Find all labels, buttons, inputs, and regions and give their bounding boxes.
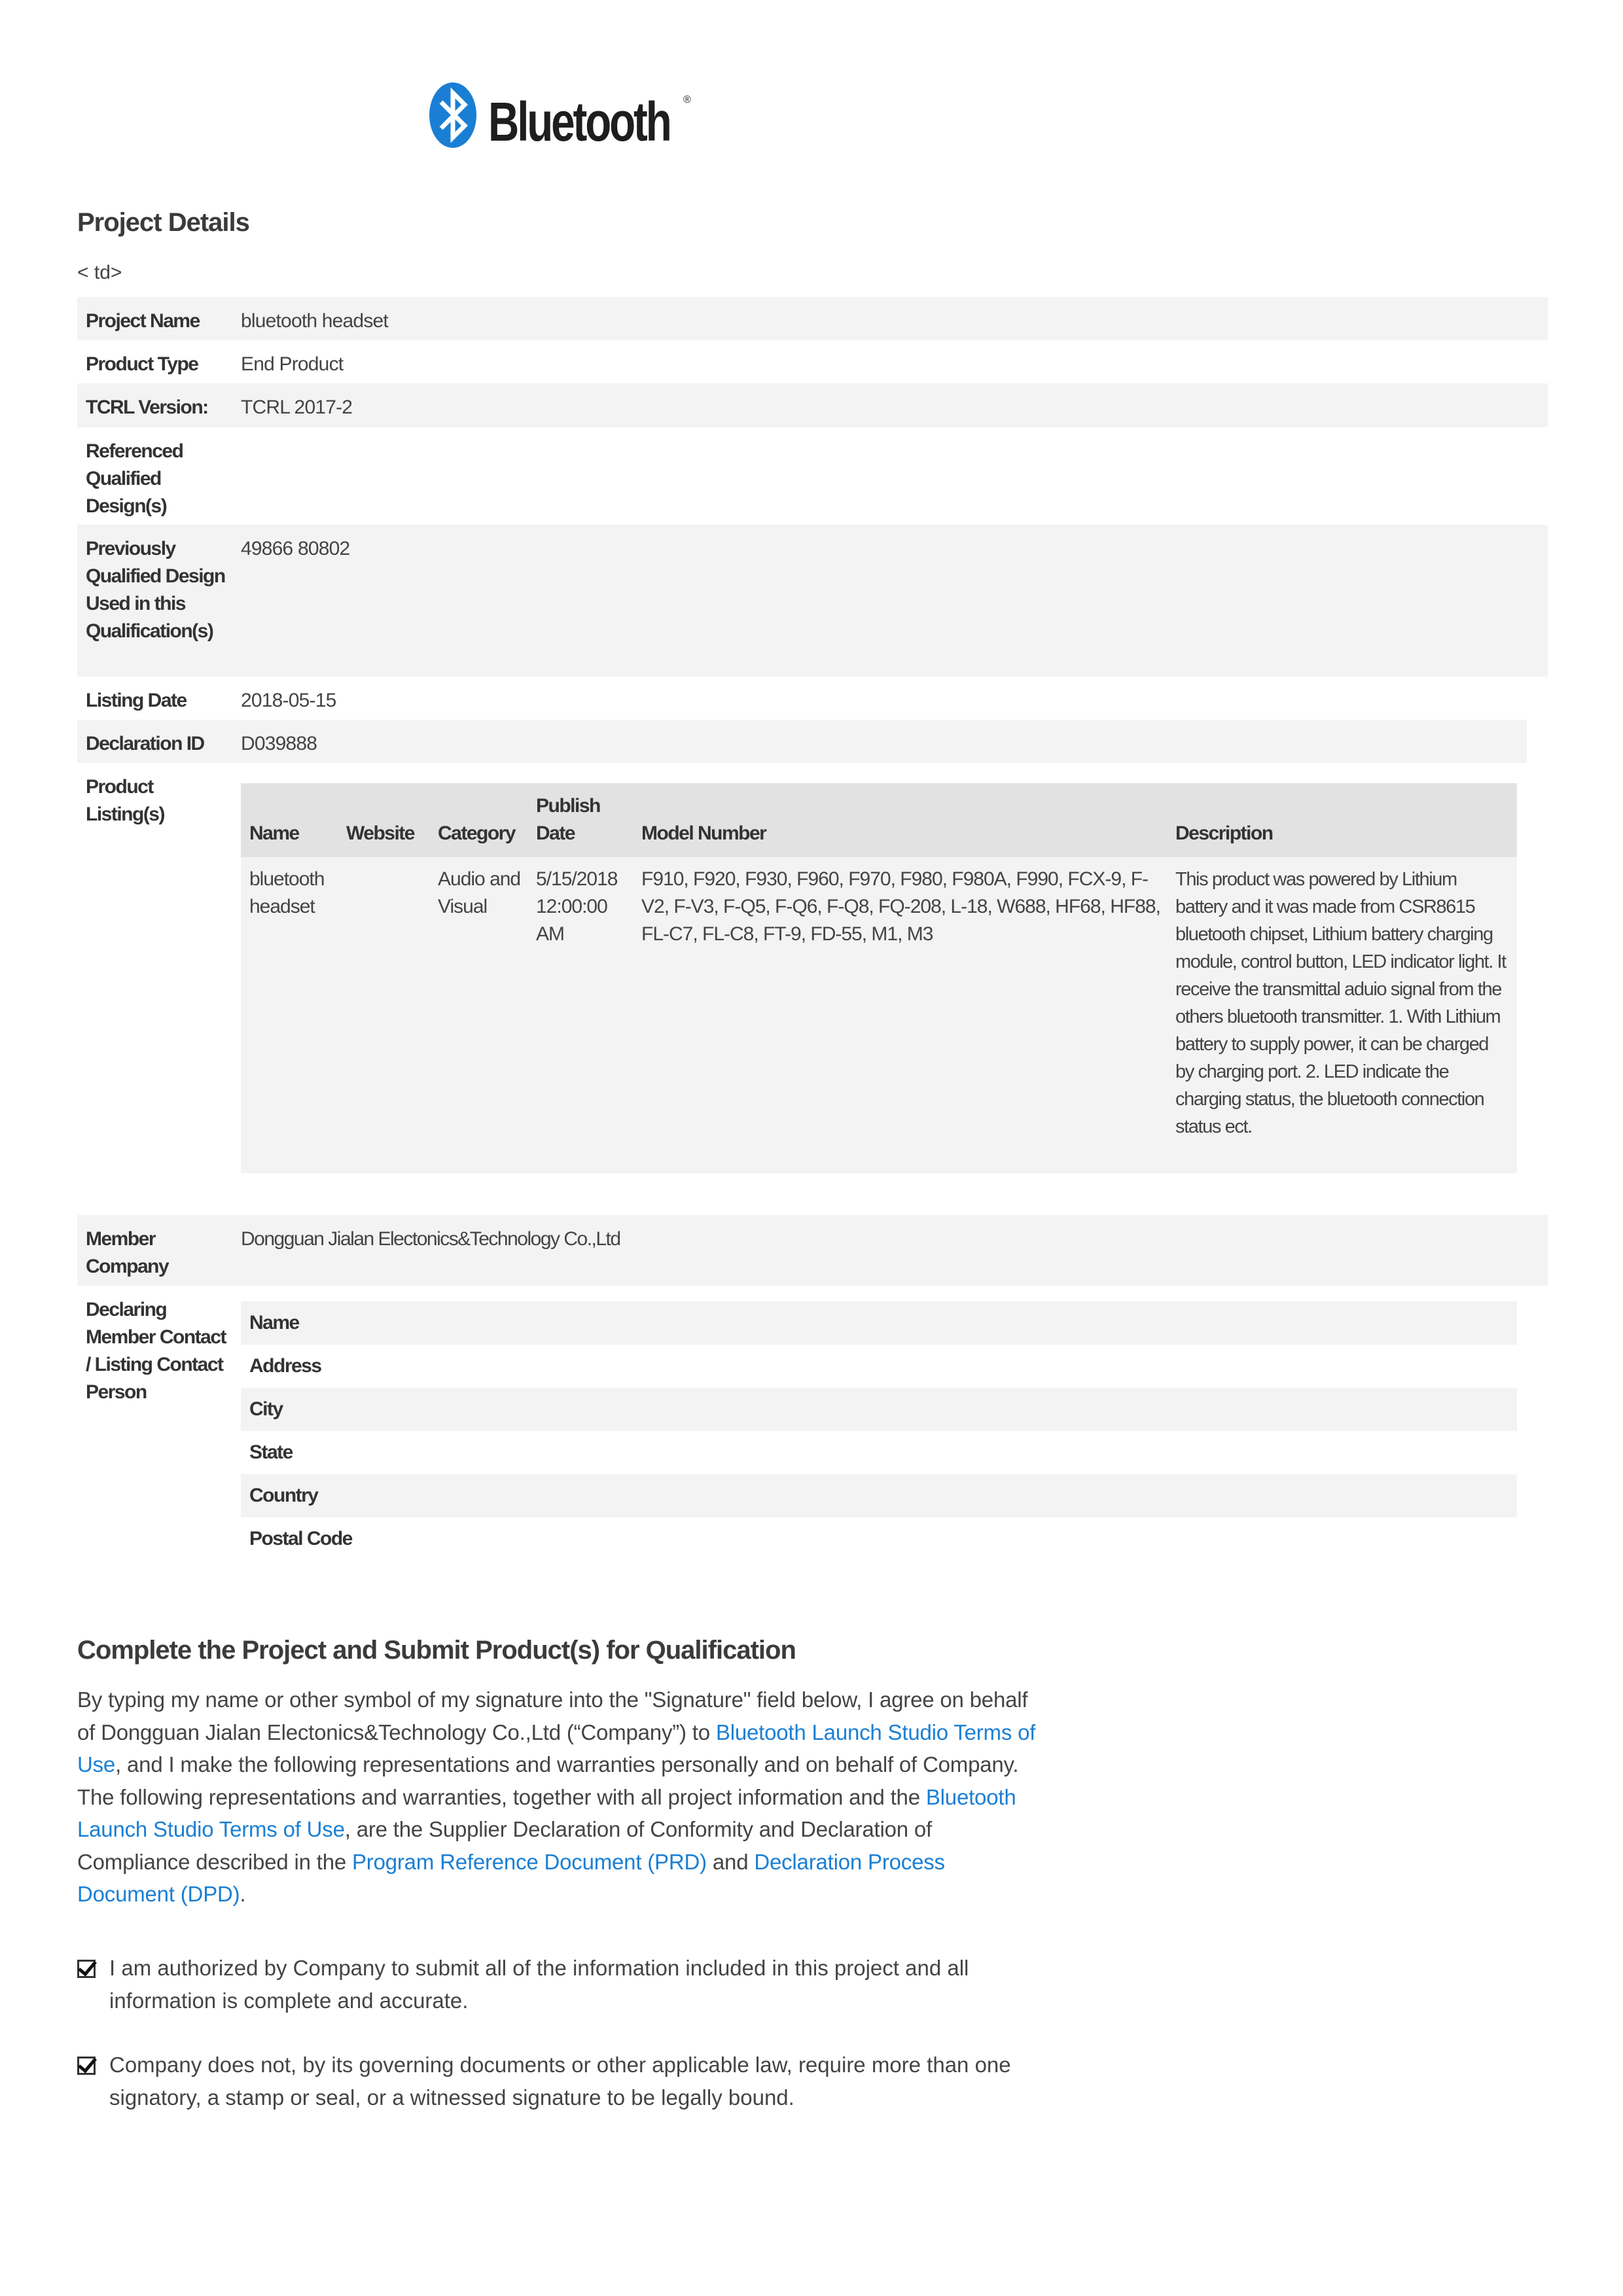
agreement-paragraph bbox=[77, 1684, 1046, 1911]
single-signatory-checkbox[interactable] bbox=[77, 2057, 96, 2075]
project-details-heading: Project Details bbox=[77, 208, 249, 237]
row-project-name bbox=[77, 297, 1548, 340]
row-tcrl-version bbox=[77, 383, 1548, 427]
row-label: Project Name bbox=[86, 310, 200, 332]
table-header-row bbox=[241, 783, 1517, 857]
bluetooth-rune-icon bbox=[428, 81, 480, 149]
row-label: Declaration ID bbox=[86, 733, 204, 754]
col-header-description: Description bbox=[1175, 822, 1273, 844]
bluetooth-logo bbox=[428, 81, 703, 153]
row-label: Product Listing(s) bbox=[86, 776, 164, 825]
terms-of-use-link[interactable]: Bluetooth Launch Studio Terms of Use bbox=[77, 1784, 1016, 1841]
contact-label: Country bbox=[249, 1485, 318, 1506]
row-value: End Product bbox=[241, 353, 344, 375]
agreement-text: , are the Supplier Declaration of Conformity and Declaration of Compliance described in the bbox=[77, 1817, 932, 1874]
cell-publish-date: 5/15/2018 12:00:00 AM bbox=[536, 868, 618, 945]
contact-row-address bbox=[241, 1345, 1517, 1388]
single-signatory-checkbox-label: Company does not, by its governing documents or other applicable law, require more than one signatory, a stamp or seal, or a witnessed signature to be legally bound. bbox=[109, 2053, 1011, 2110]
contact-row-name bbox=[241, 1301, 1517, 1345]
row-label: Declaring Member Contact / Listing Contact Person bbox=[86, 1299, 226, 1403]
contact-row-country bbox=[241, 1474, 1517, 1517]
dpd-link[interactable]: Declaration Process Document (DPD) bbox=[77, 1849, 945, 1906]
row-listing-date bbox=[77, 677, 1548, 720]
row-referenced-qualified-designs bbox=[77, 427, 1548, 525]
col-header-publish-date: Publish Date bbox=[536, 795, 600, 844]
contact-label: Address bbox=[249, 1355, 321, 1377]
authorized-checkbox-label: I am authorized by Company to submit all of the information included in this project and all information is complete and accurate. bbox=[109, 1956, 969, 2013]
row-label: Product Type bbox=[86, 353, 198, 375]
cell-model-number: F910, F920, F930, F960, F970, F980, F980A, F990, FCX-9, F-V2, F-V3, F-Q5, F-Q6, F-Q8, FQ-208, L-18, W688, HF68, HF88, FL-C7, FL-C8, FT-9, FD-55, M1, M3 bbox=[641, 868, 1160, 945]
row-value: bluetooth headset bbox=[241, 310, 388, 332]
agreement-text: . bbox=[240, 1882, 246, 1906]
col-header-name: Name bbox=[249, 822, 299, 844]
row-value: D039888 bbox=[241, 733, 317, 754]
agreement-text: and bbox=[706, 1849, 755, 1874]
logo-wordmark: Bluetooth bbox=[488, 91, 670, 152]
stray-markup-text: < td> bbox=[77, 262, 122, 283]
contact-row-state bbox=[241, 1431, 1517, 1474]
row-previously-qualified-design bbox=[77, 525, 1548, 677]
contact-label: State bbox=[249, 1441, 293, 1463]
row-label: Referenced Qualified Design(s) bbox=[86, 440, 183, 517]
cell-name: bluetooth headset bbox=[249, 868, 325, 917]
contact-row-city bbox=[241, 1388, 1517, 1431]
row-label: Member Company bbox=[86, 1228, 169, 1277]
row-value: Dongguan Jialan Electonics&Technology Co.,Ltd bbox=[241, 1228, 620, 1250]
row-value: 49866 80802 bbox=[241, 538, 350, 559]
cell-category: Audio and Visual bbox=[438, 868, 521, 917]
row-label: TCRL Version: bbox=[86, 397, 208, 418]
row-value: TCRL 2017-2 bbox=[241, 397, 353, 418]
col-header-category: Category bbox=[438, 822, 516, 844]
terms-of-use-link[interactable]: Bluetooth Launch Studio Terms of Use bbox=[77, 1720, 1036, 1776]
registered-mark: ® bbox=[683, 94, 691, 105]
cell-description: This product was powered by Lithium battery and it was made from CSR8615 bluetooth chipset, Lithium battery charging module, control button, LED indicator light. It receive the transmittal aduio signal from the others bluetooth transmitter. 1. With Lithium battery to supply power, it can be charged by charging port. 2. LED indicate the charging status, the bluetooth connection status ect. bbox=[1175, 869, 1506, 1137]
agreement-text: By typing my name or other symbol of my signature into the "Signature" field below, I agree on behalf of Dongguan Jialan Electonics&Technology Co.,Ltd (“Company”) to bbox=[77, 1687, 1028, 1744]
prd-link[interactable]: Program Reference Document (PRD) bbox=[351, 1849, 707, 1874]
row-label: Previously Qualified Design Used in this Qualification(s) bbox=[86, 538, 225, 642]
contact-label: City bbox=[249, 1398, 283, 1420]
contact-label: Postal Code bbox=[249, 1528, 352, 1549]
col-header-website: Website bbox=[346, 822, 414, 844]
contact-label: Name bbox=[249, 1312, 299, 1333]
col-header-model-number: Model Number bbox=[641, 822, 766, 844]
contact-row-postal-code bbox=[241, 1517, 1517, 1561]
row-value: 2018-05-15 bbox=[241, 690, 336, 711]
authorized-checkbox[interactable] bbox=[77, 1960, 96, 1978]
product-listing-table bbox=[241, 783, 1517, 1173]
row-product-type bbox=[77, 340, 1548, 383]
agreement-text: , and I make the following representations and warranties personally and on behalf of Company. The following representations and warranties, together with all project information and the bbox=[77, 1752, 1019, 1809]
complete-project-heading: Complete the Project and Submit Product(s) for Qualification bbox=[77, 1636, 796, 1665]
row-label: Listing Date bbox=[86, 690, 187, 711]
row-declaration-id bbox=[77, 720, 1527, 763]
row-member-company bbox=[77, 1215, 1548, 1286]
